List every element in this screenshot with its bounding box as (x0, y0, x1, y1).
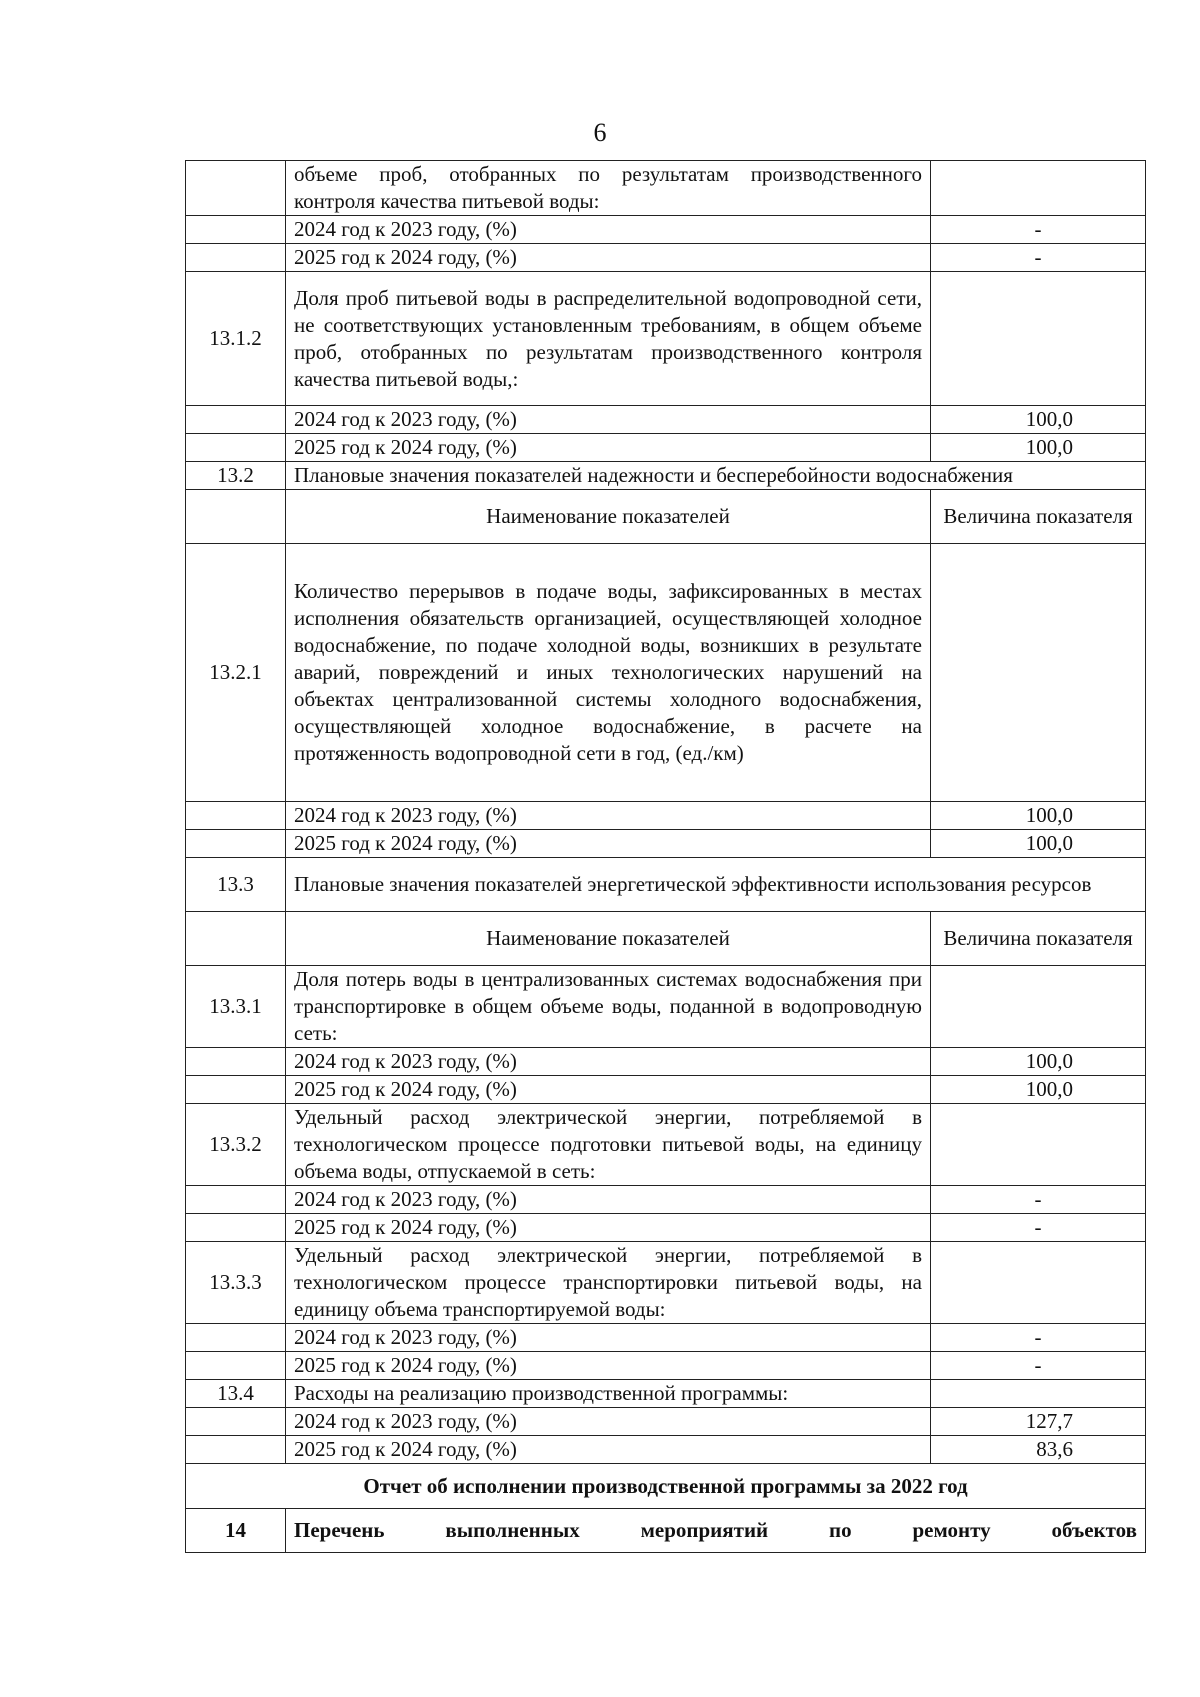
table-row (186, 1214, 1146, 1242)
column-header-value: Величина показателя (931, 490, 1146, 544)
row-number-cell (186, 216, 286, 244)
year-label-cell: 2025 год к 2024 году, (%) (286, 244, 931, 272)
indicator-value-cell (931, 1242, 1146, 1324)
year-label-cell: 2025 год к 2024 году, (%) (286, 1214, 931, 1242)
indicator-value-cell: 100,0 (931, 1048, 1146, 1076)
indicator-value-cell: - (931, 1324, 1146, 1352)
table-row (186, 1048, 1146, 1076)
row-number-cell: 13.4 (186, 1380, 286, 1408)
table-row (186, 1324, 1146, 1352)
table-row (186, 858, 1146, 912)
row-number-cell: 13.1.2 (186, 272, 286, 406)
indicator-value-cell: 100,0 (931, 1076, 1146, 1104)
indicator-name-cell: Доля проб питьевой воды в распределительной водопроводной сети, не соответствующих установленным требованиям, в общем объеме проб, отобранных по результатам производственного контроля качества питьевой воды,: (286, 272, 931, 406)
table-row (186, 1104, 1146, 1186)
section-title-cell: Плановые значения показателей надежности и бесперебойности водоснабжения (286, 462, 1146, 490)
page-number: 6 (593, 118, 607, 147)
indicator-name-cell: Перечень выполненных мероприятий по ремонту объектов (286, 1509, 1146, 1553)
indicator-value-cell: - (931, 216, 1146, 244)
report-title-row (186, 1464, 1146, 1509)
indicator-value-cell: - (931, 244, 1146, 272)
table-row (186, 966, 1146, 1048)
table-row (186, 1186, 1146, 1214)
indicator-value-cell (931, 544, 1146, 802)
row-number-cell: 13.3.3 (186, 1242, 286, 1324)
indicator-value-cell: 100,0 (931, 434, 1146, 462)
table-row (186, 272, 1146, 406)
table-row (186, 1242, 1146, 1324)
year-label-cell: 2024 год к 2023 году, (%) (286, 1408, 931, 1436)
row-number-cell (186, 406, 286, 434)
indicators-table (185, 160, 1146, 1553)
indicator-value-cell: 100,0 (931, 802, 1146, 830)
table-row (186, 216, 1146, 244)
row-number-cell (186, 1186, 286, 1214)
table-row (186, 1436, 1146, 1464)
section-number-cell: 13.3 (186, 858, 286, 912)
year-label-cell: 2024 год к 2023 году, (%) (286, 802, 931, 830)
section-number-cell: 13.2 (186, 462, 286, 490)
table-row (186, 830, 1146, 858)
year-label-cell: 2024 год к 2023 году, (%) (286, 216, 931, 244)
table-row (186, 406, 1146, 434)
year-label-cell: 2025 год к 2024 году, (%) (286, 1436, 931, 1464)
indicator-value-cell: 83,6 (931, 1436, 1146, 1464)
indicator-value-cell (931, 966, 1146, 1048)
row-number-cell (186, 1214, 286, 1242)
year-label-cell: 2025 год к 2024 году, (%) (286, 830, 931, 858)
row-number-cell: 14 (186, 1509, 286, 1553)
table-row (186, 1509, 1146, 1553)
indicator-value-cell (931, 272, 1146, 406)
table-row (186, 462, 1146, 490)
row-number-cell (186, 1352, 286, 1380)
row-number-cell (186, 434, 286, 462)
table-row (186, 244, 1146, 272)
table-header-row (186, 912, 1146, 966)
indicator-value-cell: 127,7 (931, 1408, 1146, 1436)
table-row (186, 434, 1146, 462)
row-number-cell (186, 1076, 286, 1104)
indicator-name-cell: Количество перерывов в подаче воды, зафиксированных в местах исполнения обязательств организацией, осуществляющей холодное водоснабжение, по подаче холодной воды, возникших в результате аварий, повреждений и иных технологических нарушений на объектах централизованной системы холодного водоснабжения, осуществляющей холодное водоснабжение, в расчете на протяженность водопроводной сети в год, (ед./км) (286, 544, 931, 802)
row-number-cell (186, 912, 286, 966)
row-number-cell: 13.2.1 (186, 544, 286, 802)
table-row (186, 1408, 1146, 1436)
year-label-cell: 2025 год к 2024 году, (%) (286, 1352, 931, 1380)
table-row (186, 1076, 1146, 1104)
table-header-row (186, 490, 1146, 544)
indicator-name-cell: Расходы на реализацию производственной программы: (286, 1380, 931, 1408)
indicator-name-cell: Доля потерь воды в централизованных системах водоснабжения при транспортировке в общем объеме воды, поданной в водопроводную сеть: (286, 966, 931, 1048)
indicator-name-cell: Удельный расход электрической энергии, потребляемой в технологическом процессе подготовки питьевой воды, на единицу объема воды, отпускаемой в сеть: (286, 1104, 931, 1186)
indicator-value-cell: - (931, 1186, 1146, 1214)
year-label-cell: 2024 год к 2023 году, (%) (286, 1048, 931, 1076)
indicator-value-cell: 100,0 (931, 830, 1146, 858)
row-number-cell (186, 244, 286, 272)
row-number-cell: 13.3.1 (186, 966, 286, 1048)
section-title-cell: Плановые значения показателей энергетической эффективности использования ресурсов (286, 858, 1146, 912)
indicator-value-cell: - (931, 1214, 1146, 1242)
row-number-cell (186, 161, 286, 216)
row-number-cell: 13.3.2 (186, 1104, 286, 1186)
indicator-name-cell: объеме проб, отобранных по результатам производственного контроля качества питьевой воды: (286, 161, 931, 216)
row-number-cell (186, 830, 286, 858)
table-row (186, 1352, 1146, 1380)
year-label-cell: 2024 год к 2023 году, (%) (286, 1324, 931, 1352)
row-number-cell (186, 1436, 286, 1464)
table-row (186, 544, 1146, 802)
year-label-cell: 2025 год к 2024 году, (%) (286, 1076, 931, 1104)
column-header-name: Наименование показателей (286, 912, 931, 966)
indicator-value-cell (931, 161, 1146, 216)
indicator-value-cell: - (931, 1352, 1146, 1380)
table-row (186, 161, 1146, 216)
row-number-cell (186, 1408, 286, 1436)
table-row (186, 802, 1146, 830)
year-label-cell: 2024 год к 2023 году, (%) (286, 1186, 931, 1214)
column-header-name: Наименование показателей (286, 490, 931, 544)
year-label-cell: 2025 год к 2024 году, (%) (286, 434, 931, 462)
indicator-value-cell (931, 1104, 1146, 1186)
table-row (186, 1380, 1146, 1408)
row-number-cell (186, 490, 286, 544)
row-number-cell (186, 1048, 286, 1076)
row-number-cell (186, 802, 286, 830)
column-header-value: Величина показателя (931, 912, 1146, 966)
report-title: Отчет об исполнении производственной программы за 2022 год (186, 1464, 1146, 1509)
row-number-cell (186, 1324, 286, 1352)
indicator-name-cell: Удельный расход электрической энергии, потребляемой в технологическом процессе транспортировки питьевой воды, на единицу объема транспортируемой воды: (286, 1242, 931, 1324)
indicator-value-cell (931, 1380, 1146, 1408)
year-label-cell: 2024 год к 2023 году, (%) (286, 406, 931, 434)
indicator-value-cell: 100,0 (931, 406, 1146, 434)
